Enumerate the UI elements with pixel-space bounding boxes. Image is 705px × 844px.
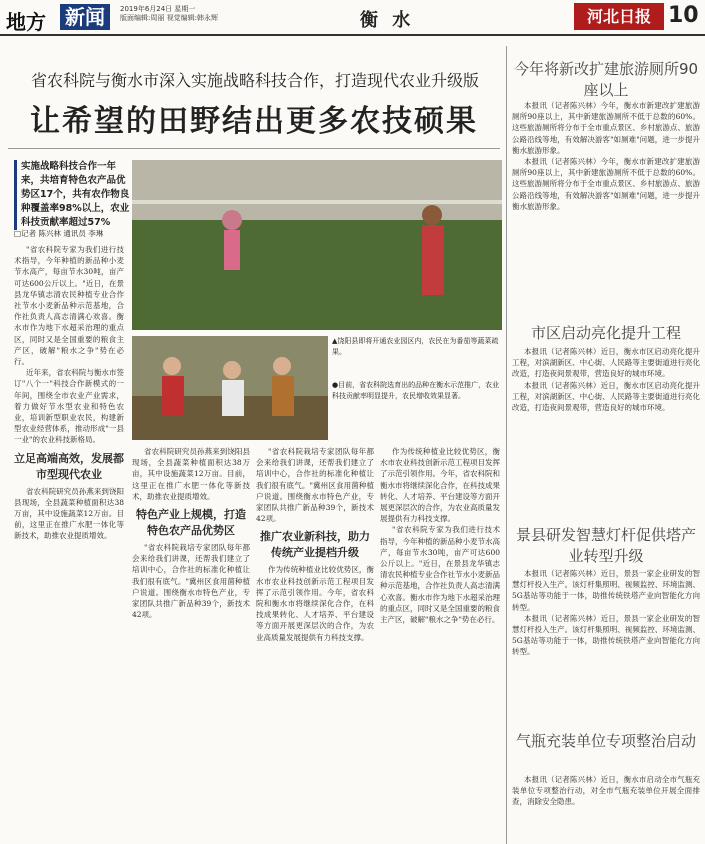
brief-body-4: 本报讯（记者陈兴林）近日，衡水市启动全市气瓶充装单位专项整治行动，对全市气瓶充装单位开展全面排查，消除安全隐患。 [512,775,700,807]
brief-title-4: 气瓶充装单位专项整治启动 [515,732,696,750]
brief-title-1: 今年将新改扩建旅游厕所90座以上 [513,60,699,99]
brief-title-3: 景县研发智慧灯杆促供塔产业转型升级 [515,526,696,565]
byline: □记者 陈兴林 通讯员 李琳 [14,229,104,238]
photo1-caption: ▲饶阳县即将开通农业园区内，农民在为番茄等蔬菜疏果。 [332,337,499,356]
kicker: 省农科院与衡水市深入实施战略科技合作，打造现代农业升级版 [30,71,479,90]
city-title: 衡 水 [360,10,415,31]
body-column-3: "省农科院栽培专家团队每年都会来给我们讲课，还帮我们建立了培训中心，合作社的标准化种植让我们很有底气。"冀州区食用菌种植户说道。围绕衡水市特色产业，专家团队共推广新品种39个，新技术42项。 推广农业新科技，助力传统产业提档升级 作为传统种植业比较优势区，衡水市农业科技创新示范工程项目发挥了示范引领作用。今年，省农科院和衡水市将继续深化合作，在科技成果转化、人才培养、平台建设等方面开展更深层次的合作，为农业高质量发展提供有力科技支撑。 [256,447,374,642]
section-label: 地方 [6,10,46,34]
page-number: 10 [668,3,699,28]
date-line: 2019年6月24日 星期一 版面编辑:周丽 视觉编辑:韩永辉 [120,5,218,22]
lead-summary: 实施战略科技合作一年来，共培育特色农产品优势区17个，共有农作物良种覆盖率98%以上，农业科技贡献率超过57% [14,160,131,230]
brief-title-2: 市区启动亮化提升工程 [530,324,681,342]
body-column-4: 作为传统种植业比较优势区，衡水市农业科技创新示范工程项目发挥了示范引领作用。今年，省农科院和衡水市将继续深化合作，在科技成果转化、人才培养、平台建设等方面开展更深层次的合作，为农业高质量发展提供有力科技支撑。 "省农科院专家为我们进行技术指导，今年种植的新品种小麦节水高产，每亩节水30吨，亩产可达600公斤以上。"近日，在景县龙华镇志清农民种植专业合作社节水小麦新品种示范基地，合作社负责人高志清满心欢喜。衡水市作为地下水超采治理的重点区，同时又是全国重要的粮食主产区，破解"粮水之争"势在必行。 [380,447,500,625]
section-news-badge: 新闻 [60,4,110,30]
brief-body-1: 本报讯（记者陈兴林）今年，衡水市新建改扩建旅游厕所90座以上，其中新建旅游厕所不低于总数的60%。这些旅游厕所将分布于全市重点景区、乡村旅游点、旅游公路沿线等地，有效解决游客"如厕难"问题，进一步提升衡水旅游形象。 本报讯（记者陈兴林）今年，衡水市新建改扩建旅游厕所90座以上，其中新建旅游厕所不低于总数的60%。这些旅游厕所将分布于全市重点景区、乡村旅游点、旅游公路沿线等地，有效解决游客"如厕难"问题，进一步提升衡水旅游形象。 [512,101,700,211]
divider [8,148,500,149]
photo2-caption: ●目前，省农科院选育出的品种在衡水示范推广，农业科技贡献率明显提升，农民增收效果显著。 [332,381,500,400]
column-divider [506,46,507,844]
paper-logo: 河北日报 [574,3,664,30]
headline: 让希望的田野结出更多农技硕果 [30,104,478,139]
brief-body-2: 本报讯（记者陈兴林）近日，衡水市区启动亮化提升工程，对滨湖新区、中心街、人民路等主要街道进行亮化改造，打造夜间景观带，营造良好的城市环境。 本报讯（记者陈兴林）近日，衡水市区启动亮化提升工程，对滨湖新区、中心街、人民路等主要街道进行亮化改造，打造夜间景观带，营造良好的城市环境。 [512,347,700,413]
photo-farm-women [132,160,502,330]
photo-workers [132,336,328,440]
brief-body-3: 本报讯（记者陈兴林）近日，景县一家企业研发的智慧灯杆投入生产。该灯杆集照明、视频监控、环境监测、5G基站等功能于一体，助推传统铁塔产业向智能化方向转型。 本报讯（记者陈兴林）近日，景县一家企业研发的智慧灯杆投入生产。该灯杆集照明、视频监控、环境监测、5G基站等功能于一体，助推传统铁塔产业向智能化方向转型。 [512,569,700,657]
body-column-2: 省农科院研究员孙燕来到饶阳县现场，全县蔬菜种植面积达38万亩，其中设施蔬菜12万亩。目前，这里正在推广水肥一体化等新技术，助推农业提质增效。 特色产业上规模，打造特色农产品优势区 "省农科院栽培专家团队每年都会来给我们讲课，还帮我们建立了培训中心，合作社的标准化种植让我们很有底气。"冀州区食用菌种植户说道。围绕衡水市特色产业，专家团队共推广新品种39个，新技术42项。 [132,447,250,620]
body-column-1: "省农科院专家为我们进行技术指导，今年种植的新品种小麦节水高产，每亩节水30吨，亩产可达600公斤以上。"近日，在景县龙华镇志清农民种植专业合作社节水小麦新品种示范基地，合作社负责人高志清满心欢喜。衡水市作为地下水超采治理的重点区，同时又是全国重要的粮食主产区，破解"粮水之争"势在必行。 近年来，省农科院与衡水市签订"八个一"科技合作新模式的一年间，围绕全市农业产业需求，着力做好节水型农业和特色农业，培训新型职业农民，构建新型农业经营体系，推动形成"一县一业"的农业科技新格局。 立足高端高效，发展都市型现代农业 省农科院研究员孙燕来到饶阳县现场，全县蔬菜种植面积达38万亩，其中设施蔬菜12万亩。目前，这里正在推广水肥一体化等新技术，助推农业提质增效。 [14,245,124,541]
